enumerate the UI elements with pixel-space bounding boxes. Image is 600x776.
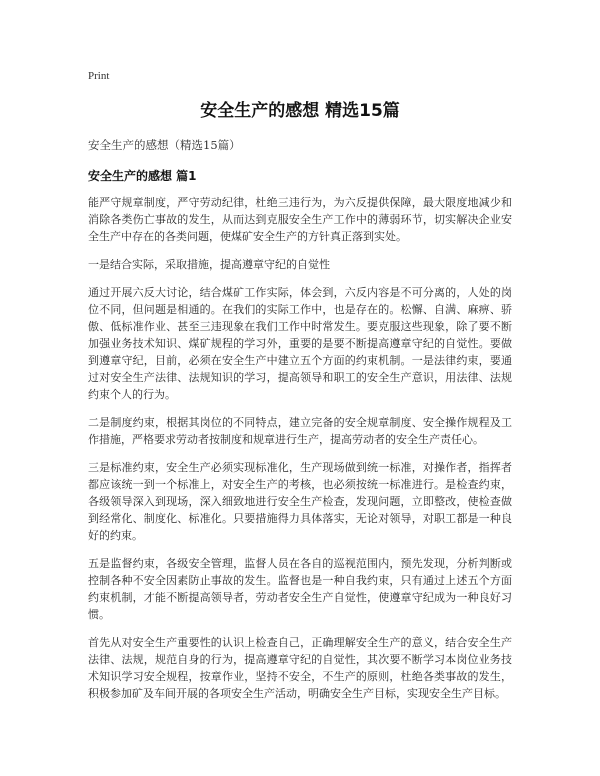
paragraph-point-five: 五是监督约束，各级安全管理，监督人员在各自的巡视范围内，预先发现，分析判断或控制各种不安全因素防止事故的发生。监督也是一种自我约束，只有通过上述五个方面约束机制，才能不断提高领导者，劳动者安全生产自觉性，使遵章守纪成为一种良好习惯。 xyxy=(88,557,512,621)
paragraph-intro: 能严守规章制度，严守劳动纪律，杜绝三违行为，为六反提供保障，最大限度地减少和消除各类伤亡事故的发生，从而达到克服安全生产工作中的薄弱环节，切实解决企业安全生产中存在的各类问题，使煤矿安全生产的方针真正落到实处。 xyxy=(88,196,512,243)
paragraph-point-one: 一是结合实际，采取措施，提高遵章守纪的自觉性 xyxy=(88,258,330,271)
page-title: 安全生产的感想 精选15篇 xyxy=(200,101,400,121)
document-subtitle: 安全生产的感想（精选15篇） xyxy=(88,138,241,152)
paragraph-conclusion: 首先从对安全生产重要性的认识上检查自己，正确理解安全生产的意义，结合安全生产法律、法规，规范自身的行为，提高遵章守纪的自觉性，其次要不断学习本岗位业务技术知识学习安全规程，按章作业，坚持不安全，不生产的原则，杜绝各类事故的发生，积极参加矿及车间开展的各项安全生产活动，明确安全生产目标，实现安全生产目标。 xyxy=(88,636,512,700)
print-link[interactable]: Print xyxy=(88,70,110,82)
paragraph-point-two: 二是制度约束，根据其岗位的不同特点，建立完备的安全规章制度、安全操作规程及工作措施，严格要求劳动者按制度和规章进行生产，提高劳动者的安全生产责任心。 xyxy=(88,416,512,446)
section-heading: 安全生产的感想 篇1 xyxy=(88,169,197,183)
paragraph-point-three: 三是标准约束，安全生产必须实现标准化，生产现场做到统一标准，对操作者，指挥者都应该统一到一个标准上，对安全生产的考核，也必须按统一标准进行。是检查约束，各级领导深入到现场，深入细致地进行安全生产检查，发现问题，立即整改，使检查做到经常化、制度化、标准化。只要措施得力具体落实，无论对领导，对职工都是一种良好的约束。 xyxy=(88,461,512,542)
paragraph-discussion: 通过开展六反大讨论，结合煤矿工作实际，体会到，六反内容是不可分离的，人处的岗位不同，但问题是相通的。在我们的实际工作中，也是存在的。松懈、自满、麻痹、骄傲、低标准作业、甚至三违现象在我们工作中时常发生。要克服这些现象，除了要不断加强业务技术知识、煤矿规程的学习外，重要的是要不断提高遵章守纪的自觉性。要做到遵章守纪，目前，必须在安全生产中建立五个方面的约束机制。一是法律约束，要通过对安全生产法律、法规知识的学习，提高领导和职工的安全生产意识，用法律、法规约束个人的行为。 xyxy=(88,286,512,401)
